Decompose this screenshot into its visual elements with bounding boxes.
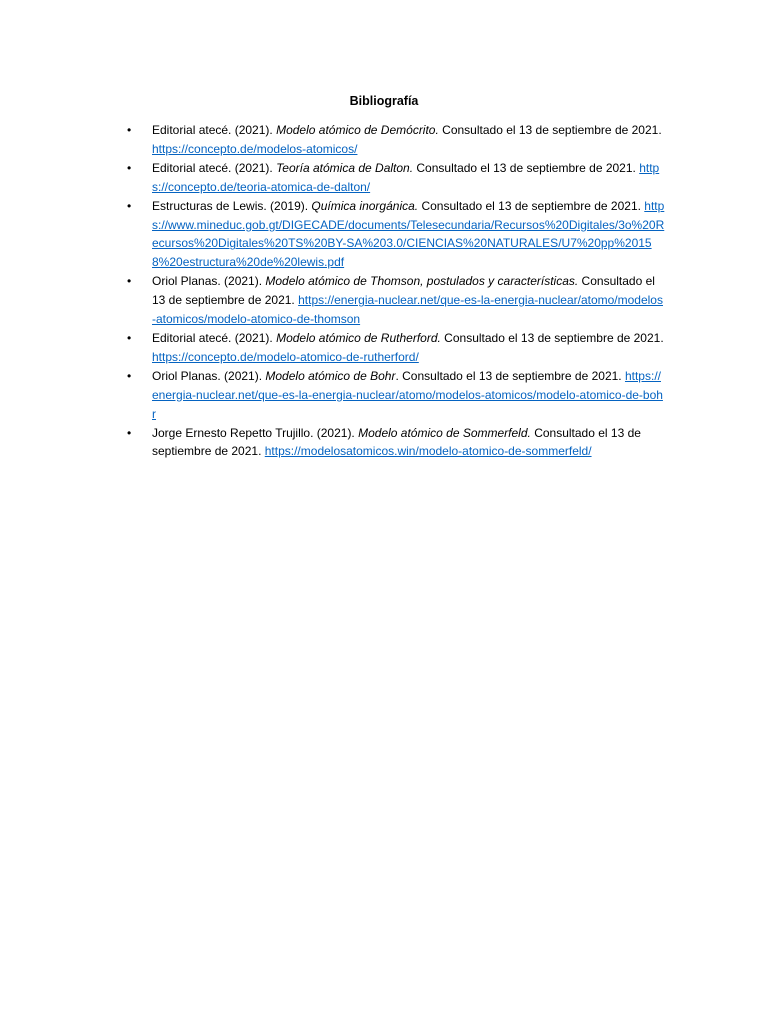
entry-consulted: Consultado el 13 de septiembre de 2021. — [440, 330, 664, 345]
entry-work-title: Modelo atómico de Demócrito. — [276, 123, 439, 137]
entry-work-title: Modelo atómico de Sommerfeld. — [358, 425, 531, 440]
bibliography-entry — [127, 424, 666, 462]
bullet-icon: • — [127, 123, 132, 137]
entry-author: Oriol Planas. (2021). — [152, 368, 266, 383]
entry-consulted: Consultado el 13 de septiembre de 2021. — [418, 198, 645, 213]
entry-work-title: Modelo atómico de Rutherford. — [276, 330, 441, 345]
bibliography-entry — [127, 329, 666, 367]
bibliography-entry — [127, 121, 666, 159]
entry-author: Oriol Planas. (2021). — [152, 274, 266, 289]
entry-work-title: Teoría atómica de Dalton. — [276, 160, 414, 175]
entry-author: Editorial atecé. (2021). — [152, 330, 277, 345]
entry-author: Editorial atecé. (2021). — [152, 123, 277, 137]
bibliography-entry — [127, 272, 666, 329]
bibliography-entry — [127, 197, 666, 273]
entry-consulted: Consultado el 13 de septiembre de 2021. — [152, 274, 655, 308]
entry-work-title: Modelo atómico de Bohr — [265, 368, 396, 383]
entry-author: Estructuras de Lewis. (2019). — [152, 198, 312, 213]
bibliography-list — [127, 121, 666, 461]
entry-url-link[interactable]: https://concepto.de/teoria-atomica-de-dalton/ — [152, 160, 660, 194]
entry-url-link[interactable]: https://energia-nuclear.net/que-es-la-energia-nuclear/atomo/modelos-atomicos/modelo-atomico-de-thomson — [152, 293, 663, 327]
bibliography-entry — [127, 159, 666, 197]
bibliography-entry — [127, 367, 666, 424]
bullet-icon: • — [127, 198, 132, 213]
bullet-icon: • — [127, 274, 132, 289]
entry-author: Jorge Ernesto Repetto Trujillo. (2021). — [152, 425, 359, 440]
entry-url-link[interactable]: https://modelosatomicos.win/modelo-atomico-de-sommerfeld/ — [264, 444, 592, 459]
entry-consulted: . Consultado el 13 de septiembre de 2021. — [395, 368, 625, 383]
entry-url-link[interactable]: https://concepto.de/modelos-atomicos/ — [152, 141, 358, 156]
entry-url-link[interactable]: https://www.mineduc.gob.gt/DIGECADE/documents/Telesecundaria/Recursos%20Digitales/3o%20Recursos%20Digitales%20TS%20BY-SA%203.0/CIENCIAS%20NATURALES/U7%20pp%20158%20estructura%20de%20lewis.pdf — [152, 198, 665, 270]
page-title: Bibliografía — [349, 94, 419, 108]
bullet-icon: • — [127, 425, 132, 440]
bullet-icon: • — [127, 330, 132, 345]
entry-author: Editorial atecé. (2021). — [152, 160, 277, 175]
entry-url-link[interactable]: https://energia-nuclear.net/que-es-la-energia-nuclear/atomo/modelos-atomicos/modelo-atomico-de-bohr — [152, 368, 663, 421]
entry-url-link[interactable]: https://concepto.de/modelo-atomico-de-rutherford/ — [152, 349, 419, 364]
entry-work-title: Química inorgánica. — [311, 198, 419, 213]
bullet-icon: • — [127, 368, 132, 383]
entry-consulted: Consultado el 13 de septiembre de 2021. — [438, 123, 662, 137]
bullet-icon: • — [127, 160, 132, 175]
entry-work-title: Modelo atómico de Thomson, postulados y características. — [265, 274, 579, 289]
entry-consulted: Consultado el 13 de septiembre de 2021. — [413, 160, 640, 175]
entry-consulted: Consultado el 13 de septiembre de 2021. — [152, 425, 641, 459]
